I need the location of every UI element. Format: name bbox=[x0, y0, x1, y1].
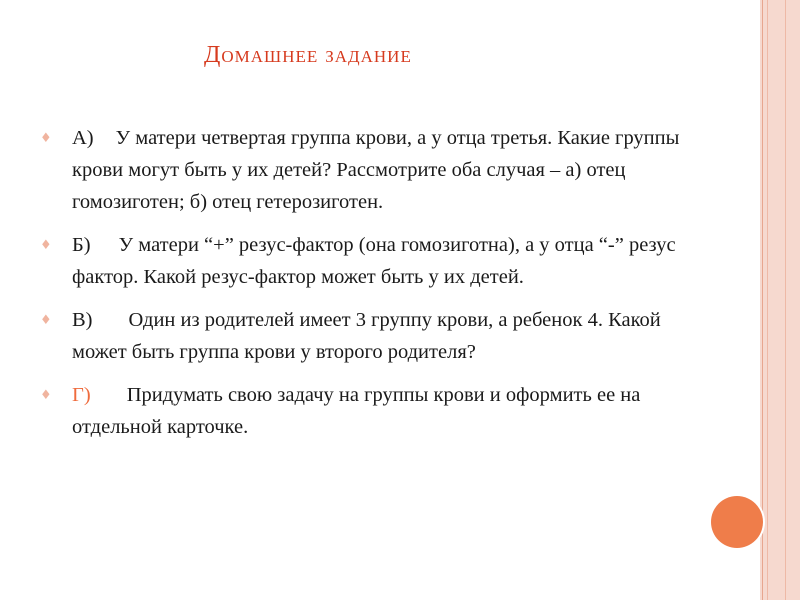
task-item-v bbox=[40, 304, 700, 368]
task-letter: Б) bbox=[72, 234, 91, 256]
task-item-g bbox=[40, 379, 700, 443]
task-letter: Г) bbox=[72, 384, 91, 406]
task-letter: В) bbox=[72, 309, 93, 331]
bullet-icon: ♦ bbox=[40, 388, 52, 403]
task-item-a bbox=[40, 122, 700, 218]
task-text: У матери четвертая группа крови, а у отца третья. Какие группы крови могут быть у их детей? Рассмотрите оба случая – а) отец гомозиготен; б) отец гетерозиготен. bbox=[72, 127, 680, 213]
bullet-icon: ♦ bbox=[40, 131, 52, 146]
task-list bbox=[40, 122, 700, 454]
decorative-circle bbox=[711, 496, 763, 548]
task-text: У матери “+” резус-фактор (она гомозиготна), а у отца “-” резус фактор. Какой резус-фактор может быть у их детей. bbox=[72, 234, 676, 288]
band-line bbox=[767, 0, 768, 600]
task-item-b bbox=[40, 229, 700, 293]
decorative-band bbox=[760, 0, 800, 600]
band-line bbox=[785, 0, 786, 600]
task-letter: А) bbox=[72, 127, 94, 149]
bullet-icon: ♦ bbox=[40, 238, 52, 253]
task-text: Придумать свою задачу на группы крови и оформить ее на отдельной карточке. bbox=[72, 384, 641, 438]
bullet-icon: ♦ bbox=[40, 313, 52, 328]
slide-title: Домашнее задание bbox=[204, 42, 412, 68]
band-line bbox=[762, 0, 763, 600]
task-text: Один из родителей имеет 3 группу крови, а ребенок 4. Какой может быть группа крови у второго родителя? bbox=[72, 309, 661, 363]
